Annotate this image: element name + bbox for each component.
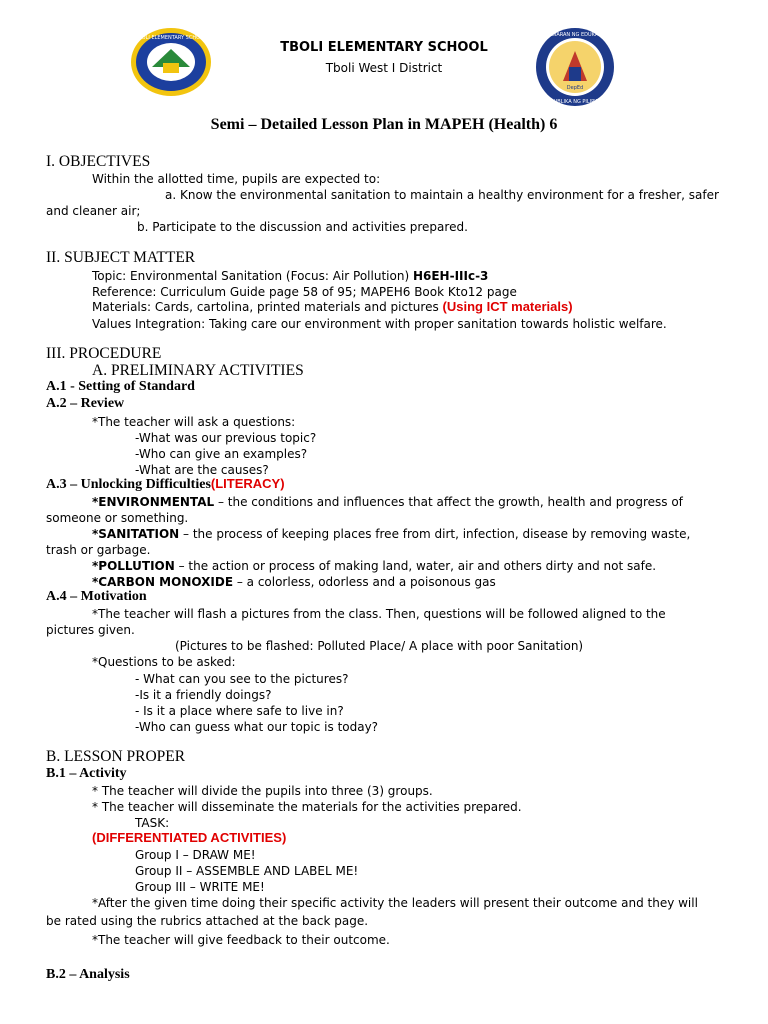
definition-text: – the action or process of making land, water, air and others dirty and not safe. (174, 559, 657, 573)
review-question: -Who can give an examples? (135, 447, 308, 461)
after-activity-line1: *After the given time doing their specific activity the leaders will present their outcome and they will (92, 896, 698, 910)
definition-pollution (92, 558, 656, 574)
group-task: Group III – WRITE ME! (135, 880, 265, 894)
motivation-line2: pictures given. (46, 623, 135, 637)
objectives-heading: I. OBJECTIVES (46, 153, 151, 170)
term-environmental: *ENVIRONMENTAL (92, 495, 215, 509)
svg-text:KAGAWARAN NG EDUKASYON: KAGAWARAN NG EDUKASYON (538, 32, 612, 38)
definition-carbon-monoxide (92, 574, 496, 590)
group-task: Group I – DRAW ME! (135, 848, 256, 862)
topic-text: Topic: Environmental Sanitation (Focus: Air Pollution) (92, 269, 413, 283)
definition-environmental (92, 494, 683, 510)
questions-intro: *Questions to be asked: (92, 655, 236, 669)
ict-materials-tag: (Using ICT materials) (442, 299, 573, 314)
term-carbon-monoxide: *CARBON MONOXIDE (92, 575, 234, 589)
values-integration-line: Values Integration: Taking care our environment with proper sanitation towards holistic welfare. (92, 317, 667, 331)
term-pollution: *POLLUTION (92, 559, 175, 573)
differentiated-activities-tag: (DIFFERENTIATED ACTIVITIES) (92, 830, 287, 845)
subject-matter-heading: II. SUBJECT MATTER (46, 249, 196, 266)
term-sanitation: *SANITATION (92, 527, 180, 541)
literacy-tag: (LITERACY) (210, 476, 285, 491)
motivation-question: -Who can guess what our topic is today? (135, 720, 379, 734)
review-question: -What are the causes? (135, 463, 269, 477)
review-heading: A.2 – Review (46, 396, 125, 411)
group-task: Group II – ASSEMBLE AND LABEL ME! (135, 864, 359, 878)
definition-sanitation (92, 526, 690, 542)
objective-a-line1: a. Know the environmental sanitation to maintain a healthy environment for a fresher, safer (165, 188, 719, 202)
unlocking-difficulties-label: A.3 – Unlocking Difficulties (46, 477, 211, 492)
deped-seal-logo (535, 27, 615, 107)
analysis-heading: B.2 – Analysis (46, 967, 130, 982)
activity-step: * The teacher will divide the pupils into three (3) groups. (92, 784, 433, 798)
motivation-line1: *The teacher will flash a pictures from the class. Then, questions will be followed aligned to the (92, 607, 666, 621)
procedure-heading: III. PROCEDURE (46, 345, 162, 362)
motivation-heading: A.4 – Motivation (46, 589, 147, 604)
motivation-note: (Pictures to be flashed: Polluted Place/ A place with poor Sanitation) (175, 639, 584, 653)
unlocking-difficulties-heading (46, 476, 285, 493)
materials-line (92, 299, 573, 315)
school-seal-logo (130, 27, 212, 97)
definition-text: – the conditions and influences that affect the growth, health and progress of (214, 495, 683, 509)
activity-heading: B.1 – Activity (46, 766, 127, 781)
preliminary-activities-heading: A. PRELIMINARY ACTIVITIES (92, 362, 304, 379)
school-name: TBOLI ELEMENTARY SCHOOL (280, 40, 488, 55)
motivation-question: - What can you see to the pictures? (135, 672, 349, 686)
lesson-proper-heading: B. LESSON PROPER (46, 748, 186, 765)
materials-text: Materials: Cards, cartolina, printed materials and pictures (92, 300, 443, 314)
definition-text: – the process of keeping places free from dirt, infection, disease by removing waste, (179, 527, 691, 541)
task-label: TASK: (135, 816, 170, 830)
setting-of-standard-heading: A.1 - Setting of Standard (46, 379, 195, 394)
document-header (0, 0, 768, 105)
topic-code: H6EH-IIIc-3 (412, 269, 489, 283)
svg-text:REPUBLIKA NG PILIPINAS: REPUBLIKA NG PILIPINAS (544, 99, 606, 105)
reference-line: Reference: Curriculum Guide page 58 of 95; MAPEH6 Book Kto12 page (92, 285, 517, 299)
review-intro: *The teacher will ask a questions: (92, 415, 296, 429)
objectives-intro: Within the allotted time, pupils are expected to: (92, 172, 381, 186)
activity-step: * The teacher will disseminate the materials for the activities prepared. (92, 800, 522, 814)
definition-sanitation-cont: trash or garbage. (46, 543, 151, 557)
topic-line (92, 268, 488, 284)
definition-environmental-cont: someone or something. (46, 511, 189, 525)
review-question: -What was our previous topic? (135, 431, 317, 445)
svg-text:DepEd: DepEd (566, 85, 584, 91)
lesson-plan-title: Semi – Detailed Lesson Plan in MAPEH (Health) 6 (210, 116, 558, 133)
svg-text:TBOLI ELEMENTARY SCHOOL: TBOLI ELEMENTARY SCHOOL (135, 35, 207, 41)
definition-text: – a colorless, odorless and a poisonous gas (233, 575, 496, 589)
after-activity-line2: be rated using the rubrics attached at the back page. (46, 914, 369, 928)
objective-a-line2: and cleaner air; (46, 204, 141, 218)
motivation-question: - Is it a place where safe to live in? (135, 704, 344, 718)
objective-b: b. Participate to the discussion and activities prepared. (137, 220, 468, 234)
district-name: Tboli West I District (325, 61, 443, 75)
feedback-line: *The teacher will give feedback to their outcome. (92, 933, 390, 947)
motivation-question: -Is it a friendly doings? (135, 688, 272, 702)
